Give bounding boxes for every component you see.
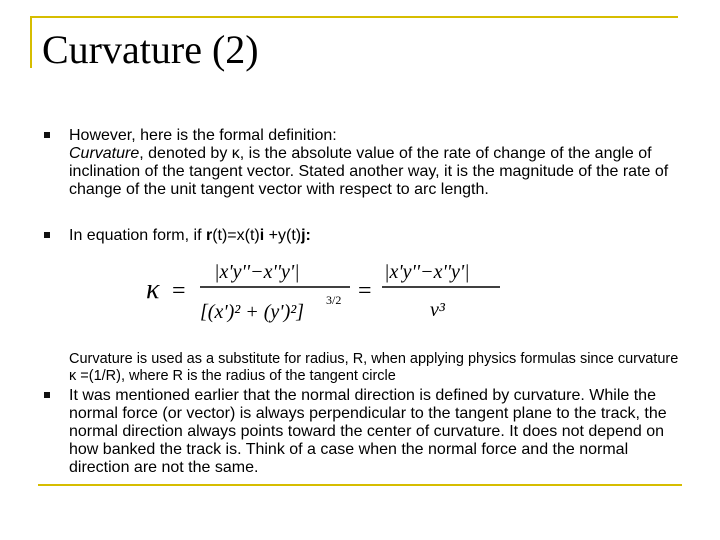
frame-rule-top	[30, 16, 678, 18]
definition-body: , denoted by κ, is the absolute value of the rate of change of the angle of inclination of the tangent vector. Stated another way, it is the magnitude of the rate of change of the unit tangent vector with respect to arc length.	[69, 145, 669, 198]
slide-title: Curvature (2)	[42, 27, 259, 72]
bullet-1-text	[69, 127, 681, 199]
equation-part-1: (t)=x(t)	[212, 227, 260, 244]
bullet-3-text: It was mentioned earlier that the normal direction is defined by curvature. While the normal force (or vector) is always perpendicular to the tangent plane to the track, the normal direction always points toward the center of curvature. It does not depend on how banked the track is. Think of a case when the normal force and the normal direction are not the same.	[69, 387, 667, 476]
unit-vector-i: i	[259, 227, 265, 244]
unit-vector-j: j	[301, 227, 306, 244]
frame-rule-left	[30, 16, 32, 68]
bullet-1-lead: However, here is the formal definition:	[69, 127, 337, 144]
equation-intro: In equation form, if	[69, 227, 206, 244]
bullet-marker-1	[44, 132, 50, 138]
formula-numerator-2: |x'y''−x''y'|	[384, 261, 470, 283]
formula-equals-1: =	[172, 278, 186, 304]
definition-term: Curvature	[69, 145, 140, 162]
formula-numerator-1: |x'y''−x''y'|	[214, 261, 300, 283]
bullet-marker-3	[44, 392, 50, 398]
curvature-formula	[144, 254, 504, 330]
frame-rule-bottom	[38, 484, 682, 486]
vector-r: r	[205, 227, 213, 244]
formula-denominator-2: v³	[430, 299, 445, 321]
equation-part-2: +y(t)	[264, 227, 302, 244]
bullet-marker-2	[44, 232, 50, 238]
equation-colon: :	[305, 227, 311, 244]
formula-kappa: κ	[146, 274, 160, 305]
radius-note: Curvature is used as a substitute for radius, R, when applying physics formulas since curvature κ =(1/R), where R is the radius of the tangent circle	[69, 351, 679, 384]
formula-denominator-1: [(x')² + (y')²]	[200, 301, 305, 323]
formula-exponent: 3/2	[326, 293, 342, 307]
bullet-2-text	[69, 227, 681, 245]
formula-equals-2: =	[358, 278, 372, 304]
